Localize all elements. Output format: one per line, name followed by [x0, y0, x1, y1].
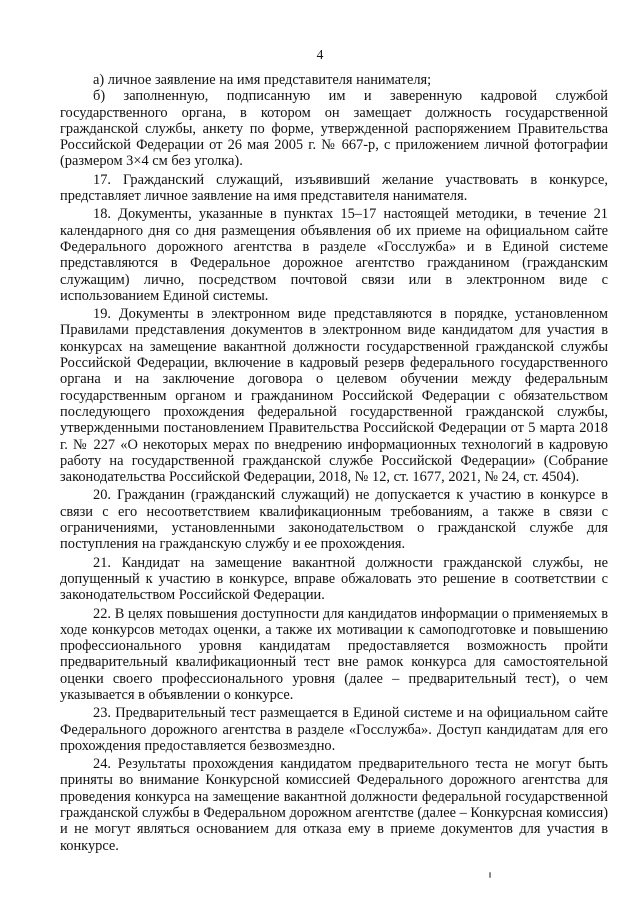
paragraph-a: а) личное заявление на имя представителя нанимателя; [93, 72, 432, 88]
paragraph-22: 22. В целях повышения доступности для кандидатов информации о применяемых в ходе конкурсов методах оценки, а также их мотивации к самоподготовке и повышению профессионального уровня кандидатам предоставляется возможность пройти предварительный квалификационный тест вне рамок конкурса для самостоятельной оценки своего профессионального уровня (далее – предварительный тест), о чем указывается в объявлении о конкурсе. [60, 605, 608, 703]
scan-speck [489, 872, 491, 878]
page-number: 4 [316, 47, 324, 62]
paragraph-21: 21. Кандидат на замещение вакантной должности гражданской службы, не допущенный к участию в конкурсе, вправе обжаловать это решение в соответствии с законодательством Российской Федерации. [60, 554, 608, 604]
paragraph-20: 20. Гражданин (гражданский служащий) не допускается к участию в конкурсе в связи с его несоответствием квалификационным требованиям, а также в связи с ограничениями, установленными законодательством о гражданской службе для поступления на гражданскую службу и ее прохождения. [60, 487, 608, 553]
paragraph-19: 19. Документы в электронном виде представляются в порядке, установленном Правилами представления документов в электронном виде кандидатом для участия в конкурсах на замещение вакантной должности государственной гражданской службы Российской Федерации, включение в кадровый резерв федерального государственного органа и на заключение договора о целевом обучении между федеральным государственным органом и гражданином Российской Федерации с обязательством последующего прохождения федеральной государственной гражданской службы, утвержденными постановлением Правительства Российской Федерации от 5 марта 2018 г. № 227 «О некоторых мерах по внедрению информационных технологий в кадровую работу на государственной гражданской службе Российской Федерации» (Собрание законодательства Российской Федерации, 2018, № 12, ст. 1677, 2021, № 24, ст. 4504). [60, 306, 608, 486]
paragraph-24: 24. Результаты прохождения кандидатом предварительного теста не могут быть приняты во внимание Конкурсной комиссией Федерального дорожного агентства для проведения конкурса на замещение вакантной должности федеральной государственной гражданской службы в Федеральном дорожном агентстве (далее – Конкурсная комиссия) и не могут являться основанием для отказа ему в приеме документов для участия в конкурсе. [60, 756, 608, 854]
paragraph-18: 18. Документы, указанные в пунктах 15–17 настоящей методики, в течение 21 календарного дня со дня размещения объявления об их приеме на официальном сайте Федерального дорожного агентства в разделе «Госслужба» и в Единой системе представляются в Федеральное дорожное агентство гражданином (гражданским служащим) лично, посредством почтовой связи или в электронном виде с использованием Единой системы. [60, 206, 608, 304]
paragraph-17: 17. Гражданский служащий, изъявивший желание участвовать в конкурсе, представляет личное заявление на имя представителя нанимателя. [60, 171, 608, 205]
paragraph-b: б) заполненную, подписанную им и заверенную кадровой службой государственного органа, в котором он замещает должность государственной гражданской службы, анкету по форме, утвержденной распоряжением Правительства Российской Федерации от 26 мая 2005 г. № 667-р, с приложением личной фотографии (размером 3×4 см без уголка). [60, 88, 608, 170]
document-body [60, 72, 608, 856]
paragraph-23: 23. Предварительный тест размещается в Единой системе и на официальном сайте Федерального дорожного агентства в разделе «Госслужба». Доступ кандидатам для его прохождения предоставляется безвозмездно. [60, 705, 608, 754]
